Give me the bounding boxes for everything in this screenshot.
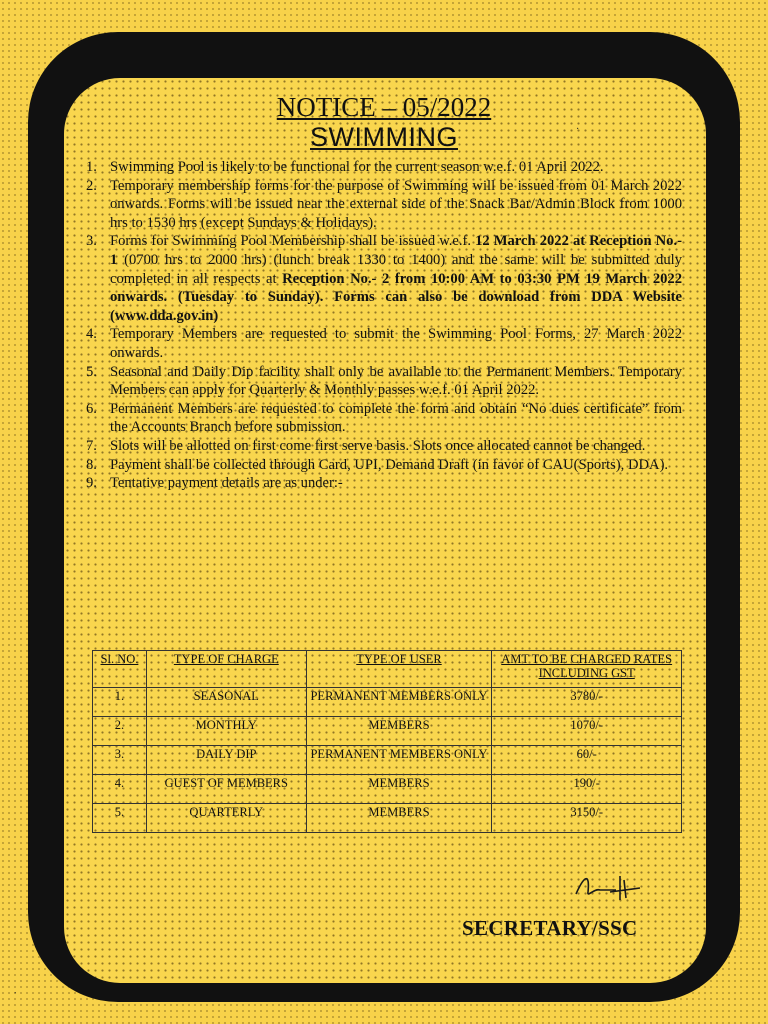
cell-charge: QUARTERLY bbox=[146, 804, 306, 833]
cell-sl-no: 1. bbox=[93, 688, 147, 717]
notice-point bbox=[86, 158, 682, 177]
notice-point-text: Forms for Swimming Pool Membership shall be issued w.e.f. bbox=[110, 233, 476, 250]
notice-point-text: Temporary Members are requested to submit the Swimming Pool Forms, 27 March 2022 onwards. bbox=[110, 326, 682, 361]
notice-point-text: Permanent Members are requested to complete the form and obtain “No dues certificate” from the Accounts Branch before submission. bbox=[110, 400, 682, 436]
cell-sl-no: 3. bbox=[93, 746, 147, 775]
table-row bbox=[93, 804, 682, 833]
notice-point bbox=[86, 325, 682, 362]
header-type-of-charge: TYPE OF CHARGE bbox=[146, 651, 306, 688]
table-row bbox=[93, 717, 682, 746]
notice-point bbox=[86, 363, 682, 400]
notice-point-text: Tentative payment details are as under:- bbox=[110, 475, 343, 492]
cell-user: PERMANENT MEMBERS ONLY bbox=[306, 688, 492, 717]
notice-point-number: 2. bbox=[86, 177, 97, 194]
notice-point bbox=[86, 437, 682, 456]
notice-point-text: 12 March 2022 at Reception No.- 1 bbox=[110, 233, 682, 268]
notice-point-number: 1. bbox=[86, 159, 97, 175]
cell-amount: 3780/- bbox=[492, 688, 682, 717]
cell-charge: DAILY DIP bbox=[146, 746, 306, 775]
cell-user: MEMBERS bbox=[306, 717, 492, 746]
notice-point-number: 5. bbox=[86, 363, 97, 380]
notice-point-number: 6. bbox=[86, 400, 97, 417]
cell-sl-no: 5. bbox=[93, 804, 147, 833]
notice-point-number: 3. bbox=[86, 233, 97, 250]
notice-point bbox=[86, 177, 682, 233]
cell-charge: GUEST OF MEMBERS bbox=[146, 775, 306, 804]
notice-point-text: Reception No.- 2 from 10:00 AM to 03:30 PM 19 March 2022 onwards. (Tuesday to Sunday). Forms can also be download from DDA Website (www.dda.gov.in) bbox=[110, 270, 683, 324]
notice-title: NOTICE – 05/2022 bbox=[276, 92, 492, 122]
notice-point bbox=[86, 400, 682, 437]
cell-user: PERMANENT MEMBERS ONLY bbox=[306, 746, 492, 775]
notice-point bbox=[86, 474, 682, 493]
cell-amount: 1070/- bbox=[492, 717, 682, 746]
cell-sl-no: 4. bbox=[93, 775, 147, 804]
cell-charge: SEASONAL bbox=[146, 688, 306, 717]
notice-point-text: Seasonal and Daily Dip facility shall only be available to the Permanent Members. Temporary Members can apply for Quarterly & Monthly passes w.e.f. 01 April 2022. bbox=[110, 363, 682, 399]
speck-mark: ∙ bbox=[14, 988, 17, 999]
header-amount: AMT TO BE CHARGED RATES INCLUDING GST bbox=[492, 651, 682, 688]
cell-amount: 60/- bbox=[492, 746, 682, 775]
cell-charge: MONTHLY bbox=[146, 717, 306, 746]
table-row bbox=[93, 688, 682, 717]
notice-point-text: Slots will be allotted on first come first serve basis. Slots once allocated cannot be changed. bbox=[110, 437, 646, 454]
table-row bbox=[93, 746, 682, 775]
notice-point bbox=[86, 232, 682, 325]
cell-amount: 190/- bbox=[492, 775, 682, 804]
cell-user: MEMBERS bbox=[306, 804, 492, 833]
notice-point-text: (0700 hrs to 2000 hrs) (lunch break 1330 to 1400) and the same will be submitted duly completed in all respects at bbox=[110, 251, 682, 287]
notice-subtitle: SWIMMING bbox=[310, 122, 458, 152]
payment-details-table bbox=[92, 650, 682, 833]
notice-point-text: Swimming Pool is likely to be functional for the current season w.e.f. 01 April 2022. bbox=[110, 159, 604, 175]
header-type-of-user: TYPE OF USER bbox=[306, 651, 492, 688]
notice-content bbox=[86, 92, 682, 493]
speck-mark: · bbox=[576, 124, 580, 135]
notice-point-number: 4. bbox=[86, 326, 97, 343]
signatory-title: SECRETARY/SSC bbox=[462, 916, 638, 940]
notice-point-text: Payment shall be collected through Card, UPI, Demand Draft (in favor of CAU(Sports), DDA). bbox=[110, 456, 669, 473]
table-header-row bbox=[93, 651, 682, 688]
header-sl-no: Sl. NO. bbox=[93, 651, 147, 688]
notice-point bbox=[86, 456, 682, 475]
notice-point-number: 8. bbox=[86, 456, 97, 473]
notice-points-list bbox=[86, 158, 682, 493]
cell-sl-no: 2. bbox=[93, 717, 147, 746]
notice-point-number: 9. bbox=[86, 475, 97, 492]
cell-user: MEMBERS bbox=[306, 775, 492, 804]
cell-amount: 3150/- bbox=[492, 804, 682, 833]
notice-point-number: 7. bbox=[86, 437, 97, 454]
notice-point-text: Temporary membership forms for the purpose of Swimming will be issued from 01 March 2022 onwards. Forms will be issued near the external side of the Snack Bar/Admin Block from 1000 hrs to 1530 hrs (except Sundays & Holidays). bbox=[110, 177, 682, 231]
table-row bbox=[93, 775, 682, 804]
signature-mark bbox=[570, 866, 660, 906]
